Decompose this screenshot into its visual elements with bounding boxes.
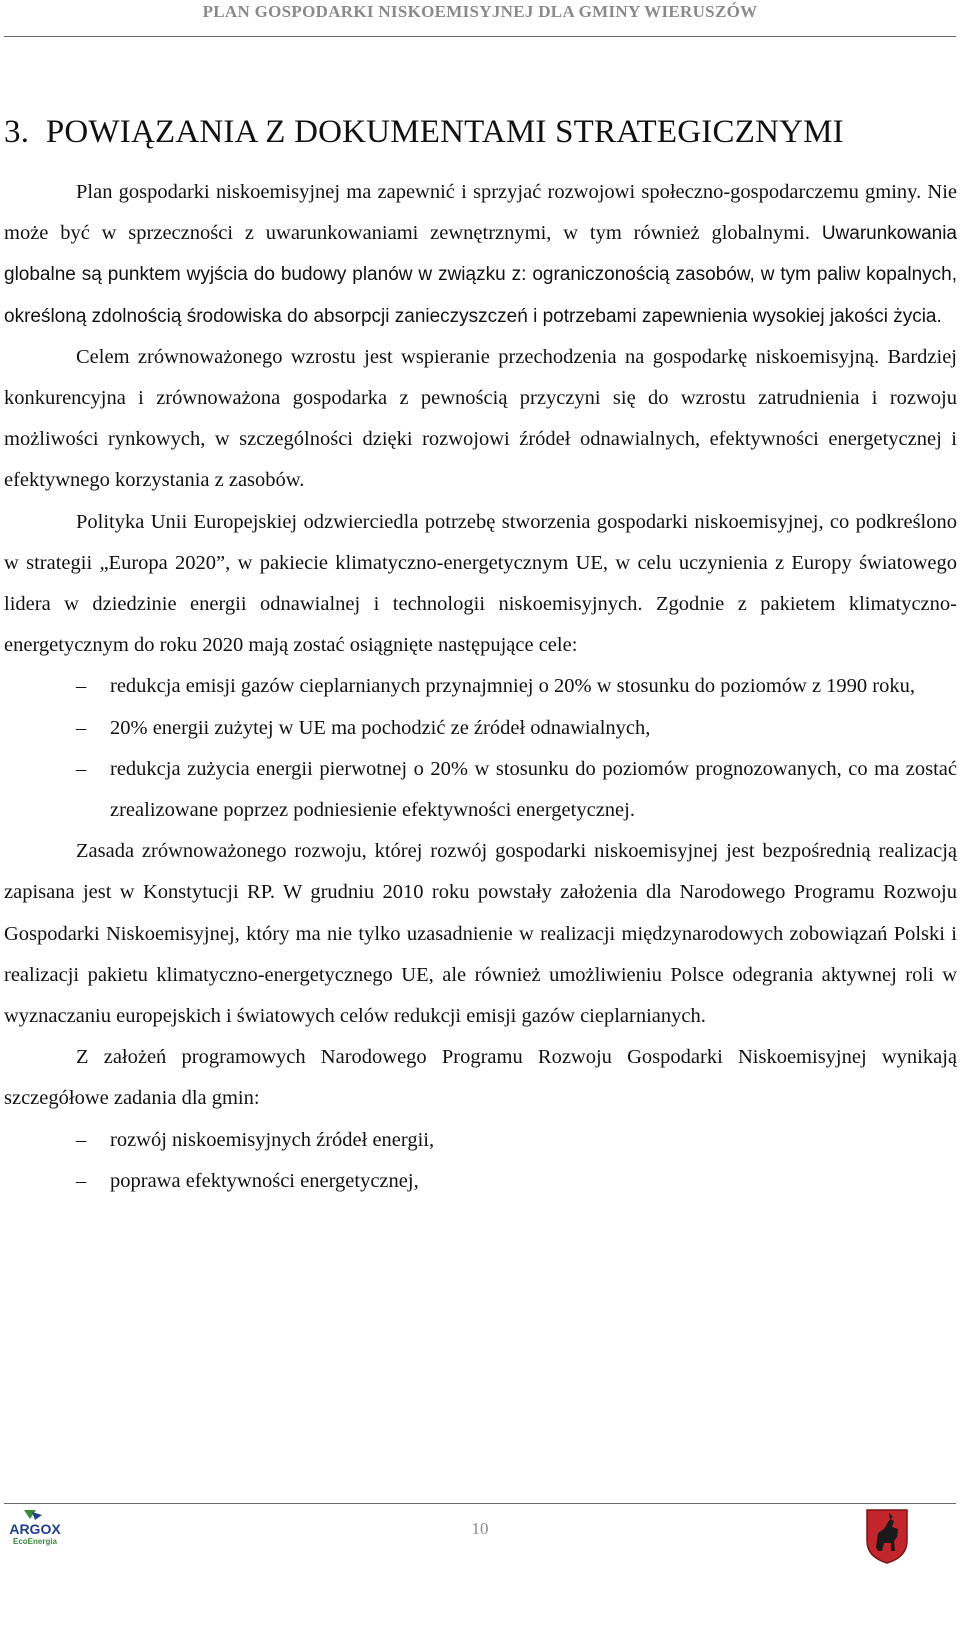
dash-marker: – <box>76 757 87 780</box>
page-number: 10 <box>471 1519 489 1538</box>
dash-marker: – <box>76 1169 87 1192</box>
document-body <box>4 172 957 1202</box>
svg-text:ARGOX: ARGOX <box>9 1521 61 1537</box>
list-item: – redukcja emisji gazów cieplarnianych przynajmniej o 20% w stosunku do poziomów z 1990 roku, <box>4 666 957 707</box>
list-item: – redukcja zużycia energii pierwotnej o 20% w stosunku do poziomów prognozowanych, co ma zostać zrealizowane poprzez podniesienie efektywności energetycznej. <box>4 749 957 831</box>
svg-text:EcoEnergia: EcoEnergia <box>12 1537 58 1546</box>
tasks-list <box>4 1120 957 1202</box>
paragraph-5: Z założeń programowych Narodowego Programu Rozwoju Gospodarki Niskoemisyjnej wynikają szczegółowe zadania dla gmin: <box>4 1046 957 1110</box>
list-item: – poprawa efektywności energetycznej, <box>4 1161 957 1202</box>
goals-list <box>4 666 957 831</box>
dash-marker: – <box>76 1128 87 1151</box>
town-crest-icon <box>864 1507 910 1565</box>
page-header <box>0 0 960 38</box>
dash-marker: – <box>76 716 87 739</box>
section-heading: 3. POWIĄZANIA Z DOKUMENTAMI STRATEGICZNYMI <box>4 114 844 150</box>
paragraph-1 <box>4 172 957 337</box>
paragraph-2: Celem zrównoważonego wzrostu jest wspieranie przechodzenia na gospodarkę niskoemisyjną. Bardziej konkurencyjna i zrównoważona gospodarka z pewnością przyczyni się do wzrostu zatrudnienia i rozwoju możliwości rynkowych, w szczególności dzięki rozwojowi źródeł odnawialnych, efektywności energetycznej i efektywnego korzystania z zasobów. <box>4 345 957 492</box>
paragraph-1-sans: Uwarunkowania globalne są punktem wyjścia do budowy planów w związku z: ograniczonością zasobów, w tym paliw kopalnych, określoną zdolnością środowiska do absorpcji zanieczyszczeń i potrzebami zapewnienia wysokiej jakości życia. <box>4 223 957 327</box>
paragraph-4: Zasada zrównoważonego rozwoju, której rozwój gospodarki niskoemisyjnej jest bezpośrednią realizacją zapisana jest w Konstytucji RP. W grudniu 2010 roku powstały założenia dla Narodowego Programu Rozwoju Gospodarki Niskoemisyjnej, który ma nie tylko uzasadnienie w realizacji międzynarodowych zobowiązań Polski i realizacji pakietu klimatyczno-energetycznego UE, ale również umożliwieniu Polsce odegrania aktywnej roli w wyznaczaniu europejskich i światowych celów redukcji emisji gazów cieplarnianych. <box>4 840 957 1028</box>
header-divider <box>4 36 956 37</box>
dash-marker: – <box>76 675 87 698</box>
list-item: – rozwój niskoemisyjnych źródeł energii, <box>4 1120 957 1161</box>
list-item: – 20% energii zużytej w UE ma pochodzić ze źródeł odnawialnych, <box>4 708 957 749</box>
header-title: PLAN GOSPODARKI NISKOEMISYJNEJ DLA GMINY WIERUSZÓW <box>202 2 758 21</box>
paragraph-1-serif: Plan gospodarki niskoemisyjnej ma zapewnić i sprzyjać rozwojowi społeczno-gospodarczemu gminy. Nie może być w sprzeczności z uwarunkowaniami zewnętrznymi, w tym również globalnymi. <box>4 181 957 245</box>
footer-divider <box>4 1503 956 1504</box>
paragraph-3: Polityka Unii Europejskiej odzwierciedla potrzebę stworzenia gospodarki niskoemisyjnej, co podkreślono w strategii „Europa 2020”, w pakiecie klimatyczno-energetycznym UE, w celu uczynienia z Europy światowego lidera w dziedzinie energii odnawialnej i technologii niskoemisyjnych. Zgodnie z pakietem klimatyczno-energetycznym do roku 2020 mają zostać osiągnięte następujące cele: <box>4 510 957 657</box>
